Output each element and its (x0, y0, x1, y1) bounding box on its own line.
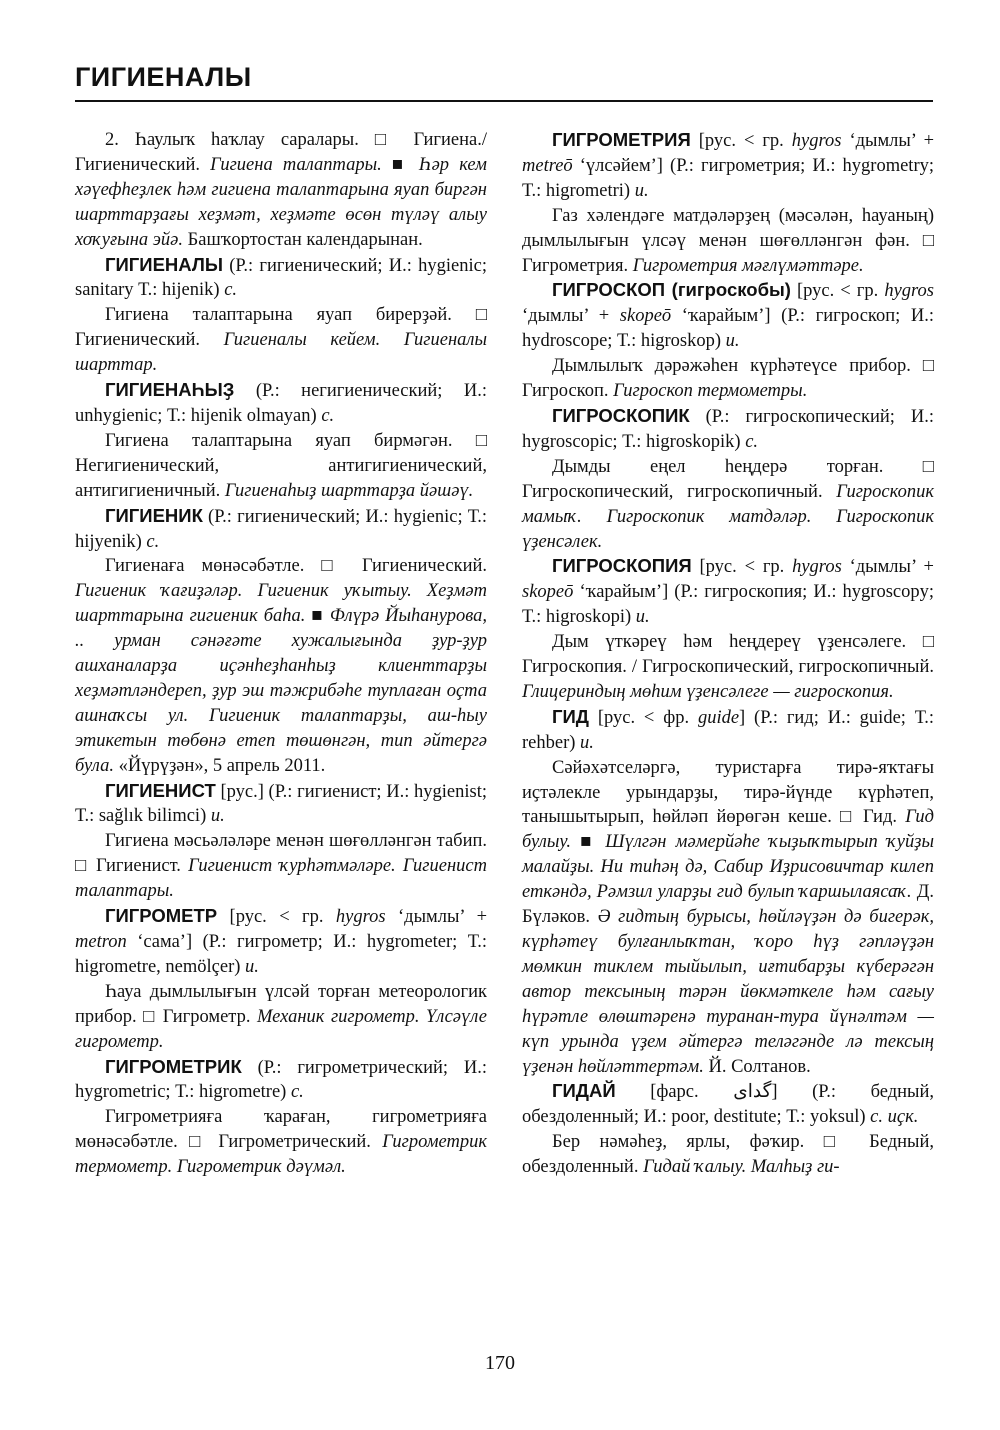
headword: ГИГРОМЕТР (105, 905, 218, 927)
header-rule (75, 100, 933, 102)
text-run: ‘дымлы’ + (385, 907, 488, 928)
text-run: ‘үлсәйем’] (Р.: гигрометрия; И.: hygrometry; Т.: higrometri) (522, 155, 934, 201)
headword: ГИГРОСКОПИЯ (552, 555, 692, 577)
dictionary-entry-body (522, 455, 934, 555)
italic-text: Гидай ҡалыу. Малһыҙ ги- (643, 1157, 840, 1178)
italic-text: Гигиенаһыҙ шарттарҙа йәшәү. (224, 480, 474, 501)
italic-text: metron (75, 932, 127, 952)
italic-text: Гигроскопик мамыҡ. Гигроскопик матдәләр. Гигроскопик үҙенсәлек. (522, 481, 934, 552)
italic-text: Механик гигрометр. Үлсәүле гигрометр. (75, 1006, 487, 1052)
italic-text: hygros (335, 907, 386, 928)
text-run: ‘дымлы’ + (522, 306, 620, 327)
dictionary-entry-headline (75, 904, 487, 980)
italic-text: и. (245, 956, 259, 977)
dictionary-entry-headline (75, 504, 487, 555)
dictionary-entry-body (75, 128, 487, 253)
italic-text: skopeō (619, 306, 672, 327)
headword: ГИГИЕНАЛЫ (105, 253, 223, 275)
dictionary-entry-body (522, 630, 934, 705)
text-run: [рус. < гр. (690, 131, 792, 151)
left-column (75, 128, 487, 1180)
headword: ГИГИЕНИК (105, 504, 203, 526)
text-run: Дымлылыҡ дәрәжәһен күрһәтеүсе прибор. □ Гигроскоп. (522, 356, 934, 402)
text-run: «Йүрүҙән», 5 апрель 2011. (113, 755, 326, 776)
dictionary-entry-body (75, 554, 487, 778)
italic-text: с. (321, 405, 335, 426)
text-run: Дымды еңел һеңдерә торған. □ Гигроскопический, гигроскопичный. (522, 456, 934, 502)
italic-text: и. (580, 732, 594, 753)
text-run: Гигиена талаптарына яуап бирерҙәй. □ Гигиенический. (75, 305, 487, 351)
italic-text: Шүлгән мәмерйәһе ҡыҙыҡтырып ҡуйҙы малайҙы. Ни тиһәң дә, Сабир Иҙрисовичтар килеп еткәндә, Рәмзил уларҙы гид булып ҡаршылаясаҡ. (522, 832, 934, 903)
text-run: [фарс. گدای] (Р.: бедный, обездоленный; И.: poor, destitute; Т.: yoksul) (522, 1082, 934, 1128)
italic-text: с. (745, 431, 759, 452)
text-run: ‘ҡарайым’] (Р.: гигроскопия; И.: hygroscopy; Т.: higroskopi) (522, 582, 934, 628)
dictionary-entry-headline (75, 1055, 487, 1106)
italic-text: metreō (522, 155, 573, 176)
text-run: [рус. < гр. (691, 557, 793, 578)
dictionary-entry-headline (75, 253, 487, 304)
text-run: Гигиена талаптарына яуап бирмәгән. □ Негигиенический, антигигиенический, антигигиеничный. (75, 430, 487, 501)
text-run: ■ (571, 832, 606, 853)
dictionary-entry-body (522, 1130, 934, 1180)
dictionary-entry-body (522, 354, 934, 404)
text-run: Һауа дымлылығын үлсәй торған метеорологик прибор. □ Гигрометр. (75, 981, 487, 1027)
text-run: [рус. < гр. (790, 281, 885, 302)
dictionary-entry-body (75, 829, 487, 904)
italic-text: и. (635, 607, 650, 628)
dictionary-entry-headline (522, 128, 934, 204)
dictionary-entry-headline (75, 779, 487, 830)
dictionary-entry-body (75, 429, 487, 504)
italic-text: и. (725, 331, 740, 352)
text-run: Й. Солтанов. (703, 1056, 811, 1077)
headword: ГИД (552, 705, 589, 727)
headword: ГИГРОМЕТРИЯ (552, 129, 691, 150)
italic-text: Гигрометрия мәғлүмәттәре. (632, 255, 864, 276)
dictionary-entry-body (522, 204, 934, 279)
text-run: [рус. < гр. (217, 907, 336, 928)
text-run: Гигиенаға мөнәсәбәтле. □ Гигиенический. (105, 556, 487, 577)
headword: ГИГИЕНАҺЫҘ (105, 379, 235, 401)
headword: ГИГРОСКОПИК (552, 404, 690, 426)
text-run: Бер нәмәһеҙ, ярлы, фәҡир. □ Бедный, обездоленный. (522, 1132, 934, 1178)
page-number: 170 (485, 1352, 515, 1374)
dictionary-entry-headline (522, 404, 934, 455)
text-run: Газ хәлендәге матдәләрҙең (мәсәлән, һауаның) дымлылығын үлсәү менән шөғөлләнгән фән. □ Гигрометрия. (522, 205, 934, 276)
text-run: ] (Р.: гид; И.: guide; Т.: rehber) (522, 707, 934, 753)
italic-text: и. (634, 180, 649, 201)
italic-text: Глицериндың мөһим үҙенсәлеге — гигроскопия. (522, 681, 894, 702)
italic-text: hygros (792, 557, 842, 578)
text-run: Гигиена мәсьәләләре менән шөғөлләнгән табип. □ Гигиенист. (75, 831, 487, 877)
dictionary-entry-headline (522, 705, 934, 756)
text-run: Д. Бүләков. (522, 882, 934, 928)
italic-text: hygros (884, 281, 934, 302)
dictionary-entry-body (75, 303, 487, 378)
text-run: [рус. < фр. (588, 707, 698, 728)
headword: ГИГРОМЕТРИК (105, 1055, 242, 1077)
dictionary-entry-body (522, 756, 934, 1080)
italic-text: skopeō (522, 582, 574, 603)
text-run: (Р.: гигроскопический; И.: hygroscopic; Т.: higroskopik) (522, 406, 934, 452)
dictionary-entry-body (75, 980, 487, 1055)
italic-text: Гигиенист ҡурһәтмәләре. Гигиенист талаптары. (75, 856, 487, 902)
italic-text: с. иҫк. (870, 1107, 919, 1128)
italic-text: hygros (791, 131, 842, 151)
right-column (522, 128, 934, 1180)
text-run: [рус.] (Р.: гигиенист; И.: hygienist; Т.: sağlık bilimci) (75, 781, 487, 827)
text-run: (Р.: гигиенический; И.: hygienic; Т.: hijyenik) (75, 506, 487, 552)
text-run: Дым үткәреү һәм һеңдереү үҙенсәлеге. □ Гигроскопия. / Гигроскопический, гигроскопичный. (522, 632, 934, 678)
text-run: (Р.: негигиенический; И.: unhygienic; Т.: hijenik olmayan) (75, 381, 487, 426)
italic-text: Гид булыу. (522, 807, 934, 853)
italic-text: guide (697, 707, 740, 728)
text-run: ‘дымлы’ + (841, 131, 934, 151)
text-run: ■ (381, 154, 419, 175)
italic-text: Флүрә Йыһанурова, .. урман сәнәғәте хужалығында ҙур-ҙур ашханаларҙа иҫәнһеҙһанһыҙ клиенттарҙы хеҙмәтләндереп, ҙур эш тәжрибәһе туплаған оҫта ашнаҡсы ул. Гигиеник талаптарҙы, аш-һыу этикетын төбөнә етеп төшөнгән, тип әйтергә була. (75, 606, 487, 776)
text-run: Гигрометрияға ҡараған, гигрометрияға мөнәсәбәтле. □ Гигрометрический. (75, 1107, 487, 1153)
italic-text: Гигрометрик термометр. Гигрометрик дәүмәл. (75, 1132, 487, 1178)
italic-text: и. (210, 806, 225, 827)
italic-text: Һәр кем хәүефһеҙлек һәм гигиена талаптарына яуап биргән шарттарҙағы хеҙмәт, хеҙмәте өсөн түләү алыу хоҡуғына эйә. (75, 154, 487, 250)
text-run: (Р.: гигиенический; И.: hygienic; sanitary Т.: hijenik) (75, 255, 487, 301)
text-run: (Р.: гигрометрический; И.: hygrometric; Т.: higrometre) (75, 1057, 487, 1103)
dictionary-entry-body (75, 1105, 487, 1180)
italic-text: с. (224, 280, 238, 301)
headword: ГИГРОСКОП (гигроскобы) (552, 279, 791, 301)
text-run: Башҡортостан календарынан. (183, 229, 423, 250)
text-run: ‘ҡарайым’] (Р.: гигроскоп; И.: hydroscope; Т.: higroskop) (522, 306, 934, 352)
text-run: ■ (305, 606, 330, 627)
italic-text: с. (290, 1082, 304, 1103)
dictionary-entry-headline (522, 1079, 934, 1130)
dictionary-entry-headline (522, 278, 934, 354)
headword: ГИДАЙ (552, 1080, 616, 1102)
text-run: Сәйәхәтселәргә, туристарға тирә-яҡтағы иҫтәлекле урындарҙы, тирә-йүнде күрһәтеп, танышытырып, һөйләп йөрөгән кеше. □ Гид. (522, 757, 934, 828)
italic-text: Гигиеник ҡағиҙәләр. Гигиеник уҡытыу. Хеҙмәт шарттарына гигиеник баһа. (75, 581, 487, 627)
italic-text: Гигиена талаптары. (210, 154, 382, 175)
italic-text: Гигроскоп термометры. (613, 381, 808, 402)
italic-text: с. (146, 531, 160, 552)
text-run: 2. Һаулыҡ һаҡлау саралары. □ Гигиена./ Гигиенический. (75, 130, 487, 175)
headword: ГИГИЕНИСТ (105, 779, 216, 801)
italic-text: Гигиеналы кейем. Гигиеналы шарттар. (75, 330, 487, 376)
text-run: ‘дымлы’ + (841, 557, 934, 578)
text-run: ‘сама’] (Р.: гигрометр; И.: hygrometer; Т.: higrometre, nemölçer) (75, 932, 487, 977)
dictionary-entry-headline (75, 378, 487, 429)
dictionary-entry-headline (522, 554, 934, 630)
running-head: ГИГИЕНАЛЫ (75, 62, 252, 92)
italic-text: Ә гидтың бурысы, һөйләүҙән дә бигерәк, күрһәтеү булғанлыҡтан, ҡоро һүҙ гәпләүҙән мөмкин тиклем тыйылып, иғтибарҙы күберәгән автор тексының тәрән йөкмәткеле һәм сағыу һүрәтле өлөштәренә туранан-тура йүнәлтәм — күп урында үҙем әйтергә теләгәнде лә тексың үҙенән һөйләттертәм. (522, 907, 934, 1077)
